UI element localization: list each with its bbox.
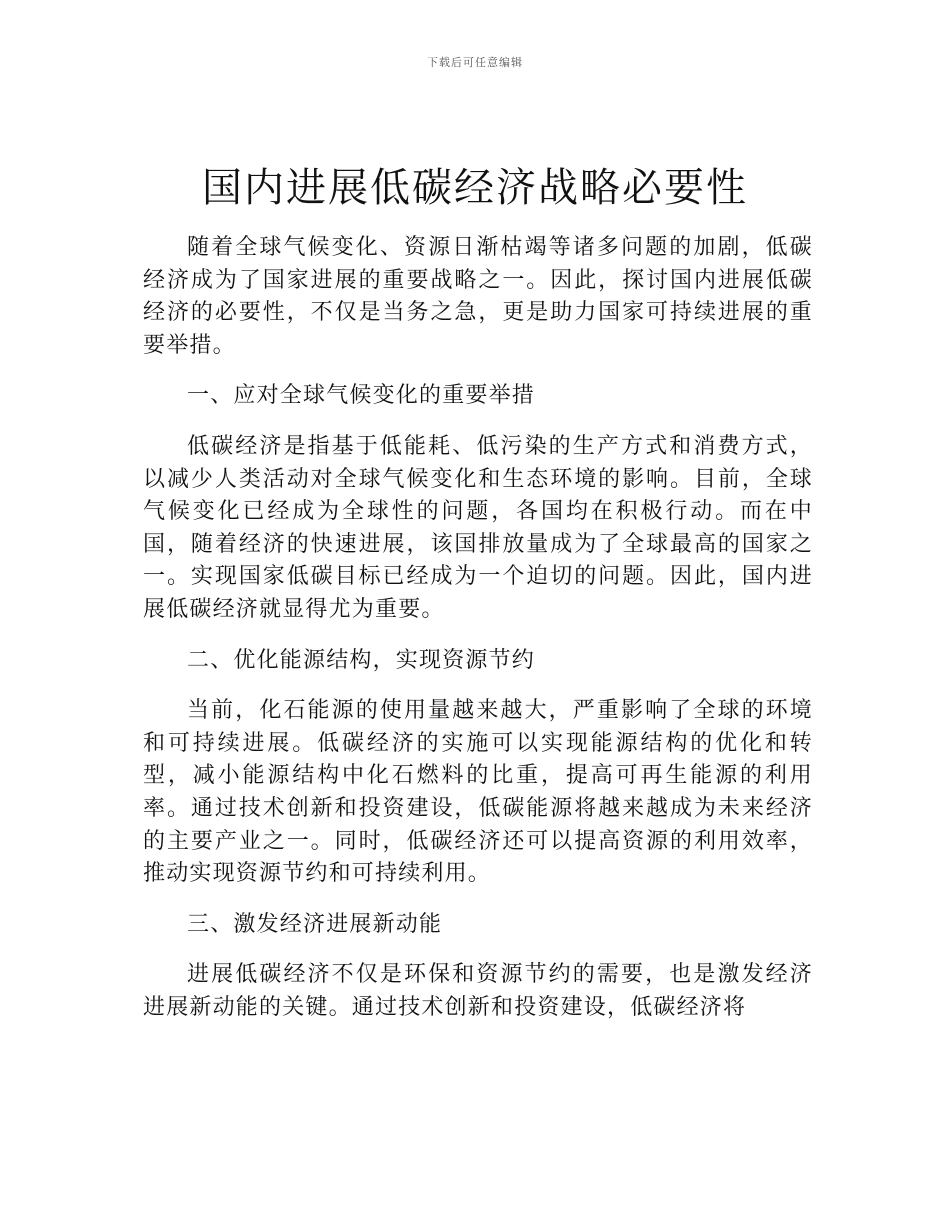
document-body <box>143 232 813 1042</box>
section-heading-1: 一、应对全球气候变化的重要举措 <box>187 383 536 409</box>
paragraph-section-2: 当前，化石能源的使用量越来越大，严重影响了全球的环境和可持续进展。低碳经济的实施可以实现能源结构的优化和转型，减小能源结构中化石燃料的比重，提高可再生能源的利用率。通过技术创新和投资建设，低碳能源将越来越成为未来经济的主要产业之一。同时，低碳经济还可以提高资源的利用效率，推动实现资源节约和可持续利用。 <box>143 698 813 887</box>
document-title: 国内进展低碳经济战略必要性 <box>202 165 748 211</box>
section-heading-3: 三、激发经济进展新动能 <box>187 911 443 937</box>
section-heading-2: 二、优化能源结构，实现资源节约 <box>187 647 536 673</box>
paragraph-section-1: 低碳经济是指基于低能耗、低污染的生产方式和消费方式，以减少人类活动对全球气候变化和生态环境的影响。目前，全球气候变化已经成为全球性的问题，各国均在积极行动。而在中国，随着经济的快速进展，该国排放量成为了全球最高的国家之一。实现国家低碳目标已经成为一个迫切的问题。因此，国内进展低碳经济就显得尤为重要。 <box>143 433 813 622</box>
paragraph-intro: 随着全球气候变化、资源日渐枯竭等诸多问题的加剧，低碳经济成为了国家进展的重要战略之一。因此，探讨国内进展低碳经济的必要性，不仅是当务之急，更是助力国家可持续进展的重要举措。 <box>143 235 813 358</box>
page-header-note: 下载后可任意编辑 <box>427 56 523 69</box>
paragraph-section-3: 进展低碳经济不仅是环保和资源节约的需要，也是激发经济进展新动能的关键。通过技术创新和投资建设，低碳经济将 <box>143 962 813 1020</box>
